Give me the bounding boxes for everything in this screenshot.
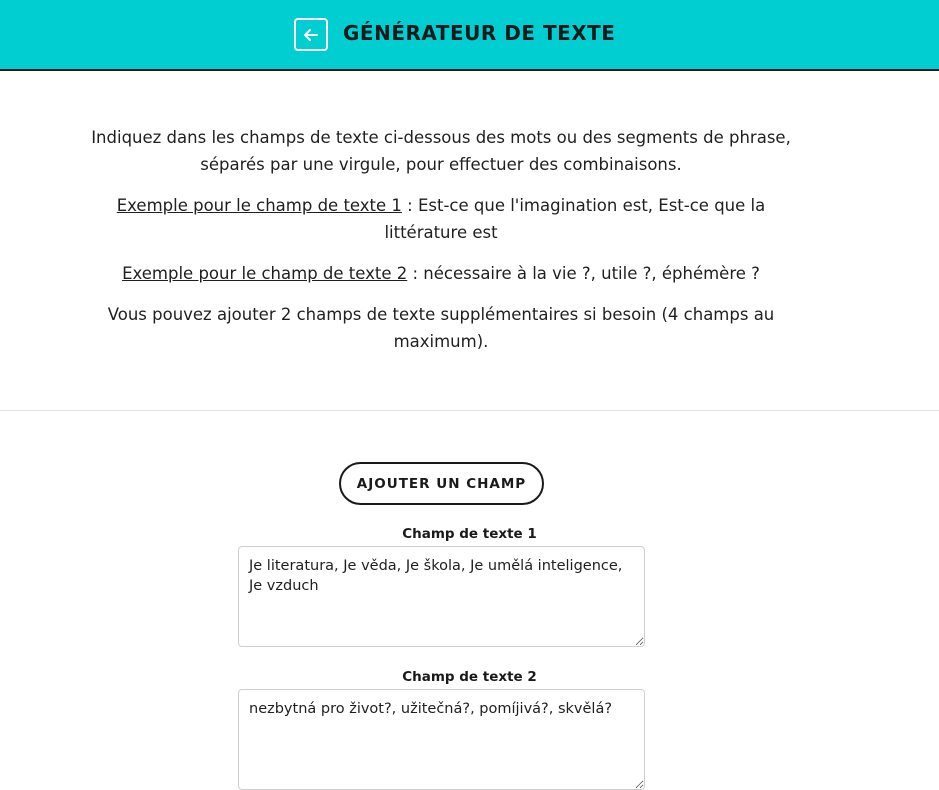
instructions-paragraph: Indiquez dans les champs de texte ci-dessous des mots ou des segments de phrase, séparés par une virgule, pour effectuer des combinaisons. [91, 128, 791, 174]
add-field-button[interactable]: AJOUTER UN CHAMP [339, 462, 544, 505]
example-1 [80, 192, 802, 246]
example-2 [80, 260, 802, 287]
app-header [0, 0, 939, 71]
example-2-link[interactable]: Exemple pour le champ de texte 2 [122, 264, 408, 283]
example-1-text: : Est-ce que l'imagination est, Est-ce que la littérature est [384, 196, 766, 242]
arrow-left-icon [302, 26, 320, 44]
example-2-text: : nécessaire à la vie ?, utile ?, éphémère ? [407, 264, 760, 283]
text-field-2[interactable] [238, 689, 645, 790]
instructions [80, 124, 802, 369]
max-fields-note: Vous pouvez ajouter 2 champs de texte supplémentaires si besoin (4 champs au maximum). [107, 305, 775, 351]
field-1-label: Champ de texte 1 [402, 526, 537, 542]
back-button[interactable] [294, 18, 328, 51]
example-1-link[interactable]: Exemple pour le champ de texte 1 [116, 196, 402, 215]
text-field-1[interactable] [238, 546, 645, 647]
section-divider [0, 410, 939, 411]
page-title: GÉNÉRATEUR DE TEXTE [343, 21, 616, 45]
field-2-label: Champ de texte 2 [402, 669, 537, 685]
